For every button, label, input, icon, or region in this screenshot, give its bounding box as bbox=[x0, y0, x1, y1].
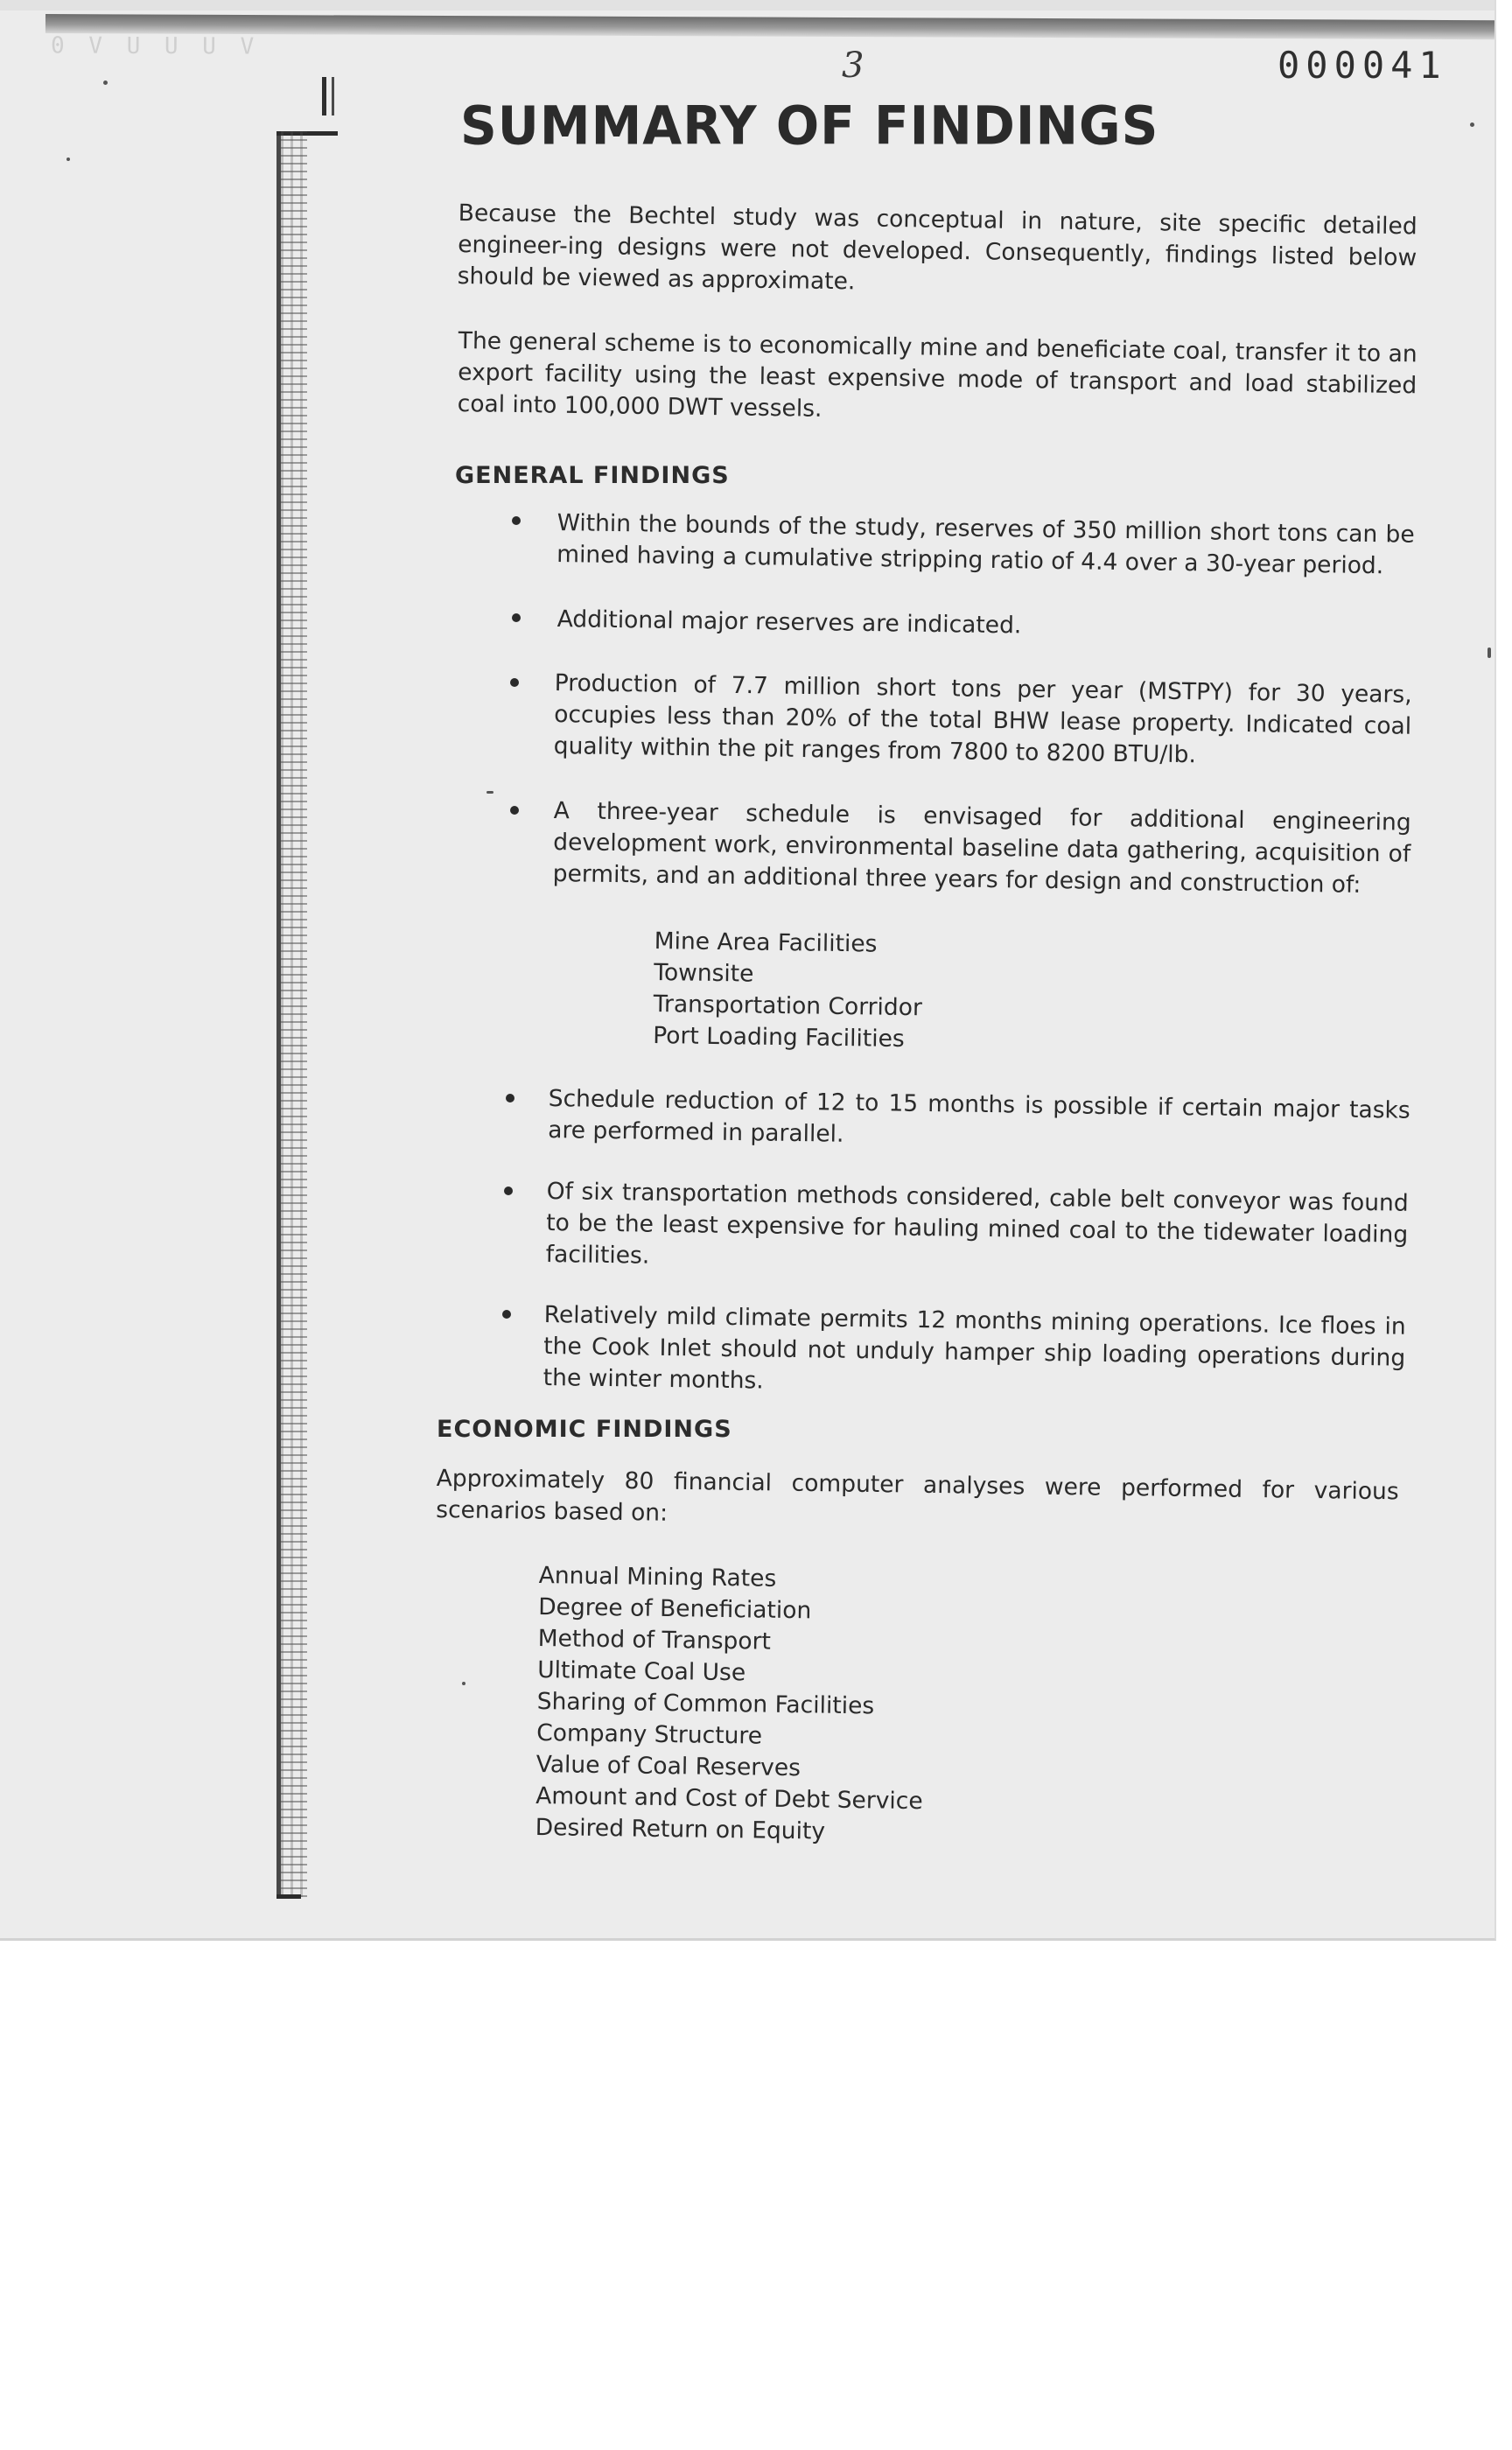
list-item: Schedule reduction of 12 to 15 months is possible if certain major tasks are performed in parallel. bbox=[548, 1084, 1410, 1148]
scan-speck bbox=[486, 791, 494, 794]
general-findings-heading: GENERAL FINDINGS bbox=[455, 462, 730, 489]
bullet-dot bbox=[512, 516, 521, 525]
scan-speck bbox=[103, 80, 108, 85]
page-title: SUMMARY OF FINDINGS bbox=[460, 94, 1159, 158]
construction-items-list bbox=[653, 926, 923, 1055]
list-item: Company Structure bbox=[536, 1718, 763, 1750]
economic-findings-heading: ECONOMIC FINDINGS bbox=[437, 1416, 732, 1443]
scan-speck bbox=[66, 158, 70, 161]
list-item: Port Loading Facilities bbox=[653, 1021, 905, 1054]
handwritten-page-number: 3 bbox=[842, 46, 864, 86]
bullet-dot bbox=[506, 1094, 514, 1102]
bleed-through-stamp: 0 V U U U V bbox=[50, 32, 260, 60]
bullet-dot bbox=[512, 613, 521, 622]
list-item: Townsite bbox=[654, 958, 754, 988]
bullet-dot bbox=[504, 1186, 513, 1195]
list-item: Of six transportation methods considered, cable belt conveyor was found to be the least expensive for hauling mined coal to the tidewater loading facilities. bbox=[545, 1177, 1409, 1270]
list-item: Amount and Cost of Debt Service bbox=[536, 1782, 923, 1816]
list-item: Transportation Corridor bbox=[653, 990, 923, 1022]
document-id-stamp: 000041 bbox=[1278, 44, 1447, 87]
intro-paragraph: Because the Bechtel study was conceptual in nature, site specific detailed engineer-ing designs were not developed. Consequently, findings listed below should be viewed as approximate. bbox=[457, 199, 1418, 296]
scan-top-edge bbox=[46, 14, 1494, 39]
scan-speck bbox=[462, 1682, 466, 1685]
list-item: Annual Mining Rates bbox=[538, 1561, 777, 1592]
binding-bracket-bottom bbox=[276, 1894, 301, 1899]
binding-strip bbox=[276, 131, 307, 1897]
list-item: Sharing of Common Facilities bbox=[536, 1687, 875, 1720]
economic-factors-list bbox=[535, 1560, 926, 1849]
list-item: Ultimate Coal Use bbox=[537, 1656, 746, 1687]
scan-speck bbox=[1488, 648, 1491, 658]
bullet-dot bbox=[510, 806, 519, 815]
list-item: Relatively mild climate permits 12 months mining operations. Ice floes in the Cook Inlet should not unduly hamper ship loading operations during the winter months. bbox=[542, 1300, 1406, 1395]
bullet-dot bbox=[502, 1310, 511, 1319]
intro-paragraph: The general scheme is to economically mine and beneficiate coal, transfer it to an export facility using the least expensive mode of transport and load stabilized coal into 100,000 DWT vessels. bbox=[457, 326, 1418, 423]
scan-speck bbox=[1470, 122, 1474, 127]
list-item: Production of 7.7 million short tons per year (MSTPY) for 30 years, occupies less than 20% of the total BHW lease property. Indicated coal quality within the pit ranges from 7800 to 8200 BTU/lb. bbox=[553, 668, 1412, 769]
list-item: Mine Area Facilities bbox=[654, 927, 878, 958]
binding-mark bbox=[322, 77, 334, 116]
list-item: Value of Coal Reserves bbox=[536, 1750, 802, 1782]
list-item: A three-year schedule is envisaged for additional engineering development work, environmental baseline data gathering, acquisition of permits, and an additional three years for design and construction of: bbox=[552, 796, 1411, 899]
list-item: Method of Transport bbox=[537, 1624, 772, 1656]
bullet-dot bbox=[510, 678, 519, 687]
list-item: Degree of Beneficiation bbox=[538, 1592, 812, 1625]
economic-intro-paragraph: Approximately 80 financial computer analyses were performed for various scenarios based on: bbox=[436, 1464, 1399, 1527]
scan-top-shadow bbox=[0, 0, 1494, 10]
list-item: Additional major reserves are indicated. bbox=[556, 605, 1022, 640]
list-item: Desired Return on Equity bbox=[535, 1813, 826, 1845]
list-item: Within the bounds of the study, reserves of 350 million short tons can be mined having a cumulative stripping ratio of 4.4 over a 30-year period. bbox=[556, 508, 1415, 580]
